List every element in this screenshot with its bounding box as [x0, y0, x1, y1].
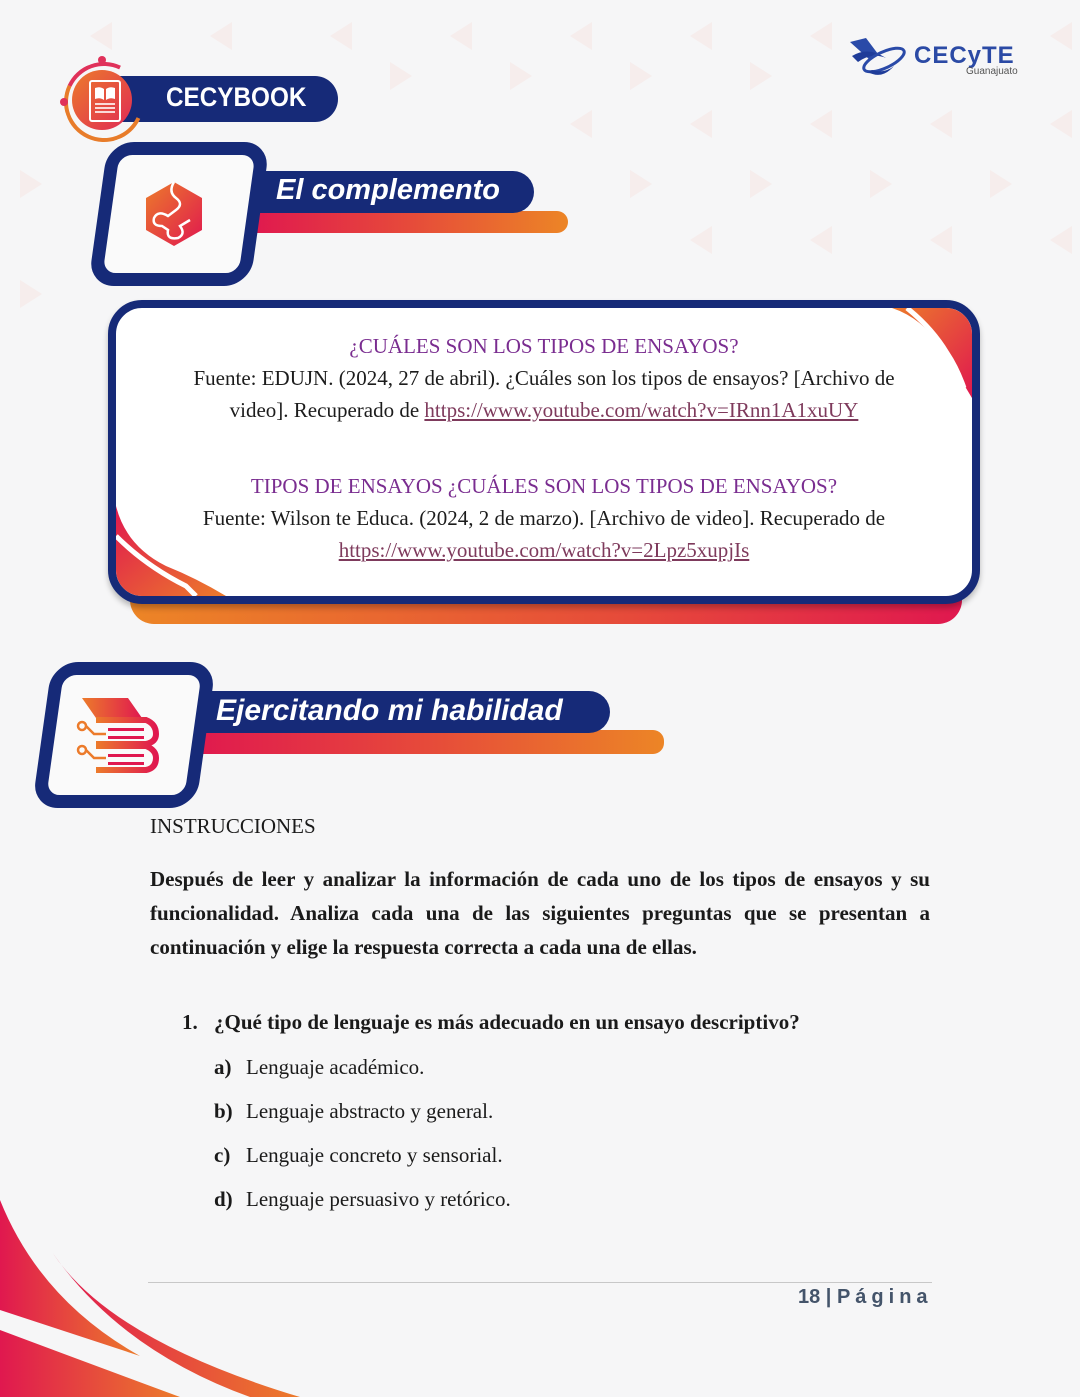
option-letter: c) [214, 1143, 231, 1167]
references-box [108, 300, 980, 604]
puzzle-hexagon-icon [140, 180, 208, 253]
recuperado-label: video]. Recuperado de [229, 398, 425, 422]
question-text: ¿Qué tipo de lenguaje es más adecuado en un ensayo descriptivo? [214, 1010, 800, 1034]
option-letter: a) [214, 1055, 232, 1079]
option-text: Lenguaje académico. [246, 1055, 425, 1079]
option-text: Lenguaje concreto y sensorial. [246, 1143, 503, 1167]
logo-subtitle: Guanajuato [966, 66, 1018, 77]
logo-name: CECyTE [914, 42, 1015, 69]
reference-title: ¿CUÁLES SON LOS TIPOS DE ENSAYOS? [349, 334, 739, 358]
stacked-books-icon [72, 694, 164, 779]
answer-option-b[interactable] [214, 1099, 493, 1124]
reference-1 [116, 330, 972, 426]
reference-citation: Fuente: Wilson te Educa. (2024, 2 de marzo). [Archivo de video]. Recuperado de [202, 506, 886, 530]
answer-option-c[interactable] [214, 1143, 503, 1168]
section-title: Ejercitando mi habilidad [216, 694, 563, 727]
gradient-bar [250, 211, 568, 233]
youtube-link-1[interactable]: https://www.youtube.com/watch?v=IRnn1A1xuUY [424, 398, 859, 422]
page-separator: | [820, 1286, 837, 1308]
instructions-heading: INSTRUCCIONES [150, 814, 316, 838]
option-letter: d) [214, 1187, 233, 1211]
reference-citation-line2 [116, 394, 972, 426]
corner-swoosh-decoration [0, 1180, 400, 1397]
question-1 [182, 1010, 800, 1035]
ring-dot [60, 98, 68, 106]
ring-dot [98, 56, 106, 64]
footer-divider [148, 1282, 932, 1283]
question-number: 1. [182, 1010, 198, 1034]
gradient-bar [190, 730, 664, 754]
option-text: Lenguaje abstracto y general. [246, 1099, 494, 1123]
page-label: Página [836, 1286, 933, 1308]
page-number-value: 18 [798, 1286, 821, 1308]
page-number [798, 1286, 933, 1309]
section-title: El complemento [276, 174, 500, 206]
reference-2 [116, 470, 972, 566]
reference-title: TIPOS DE ENSAYOS ¿CUÁLES SON LOS TIPOS DE ENSAYOS? [250, 474, 838, 498]
brand-label: CECYBOOK [166, 82, 307, 112]
youtube-link-2[interactable]: https://www.youtube.com/watch?v=2Lpz5xupjIs [338, 538, 750, 562]
option-text: Lenguaje persuasivo y retórico. [246, 1187, 511, 1211]
instructions-text: Después de leer y analizar la información de cada uno de los tipos de ensayos y su funcionalidad. Analiza cada una de las siguientes preguntas que se presentan a continuación y elige la respuesta correcta a cada una de ellas. [150, 867, 930, 959]
tablet-book-icon [89, 80, 121, 122]
reference-citation: Fuente: EDUJN. (2024, 27 de abril). ¿Cuáles son los tipos de ensayos? [Archivo de [193, 366, 895, 390]
cecyte-swoosh-icon [848, 36, 908, 80]
option-letter: b) [214, 1099, 233, 1123]
answer-option-a[interactable] [214, 1055, 424, 1080]
